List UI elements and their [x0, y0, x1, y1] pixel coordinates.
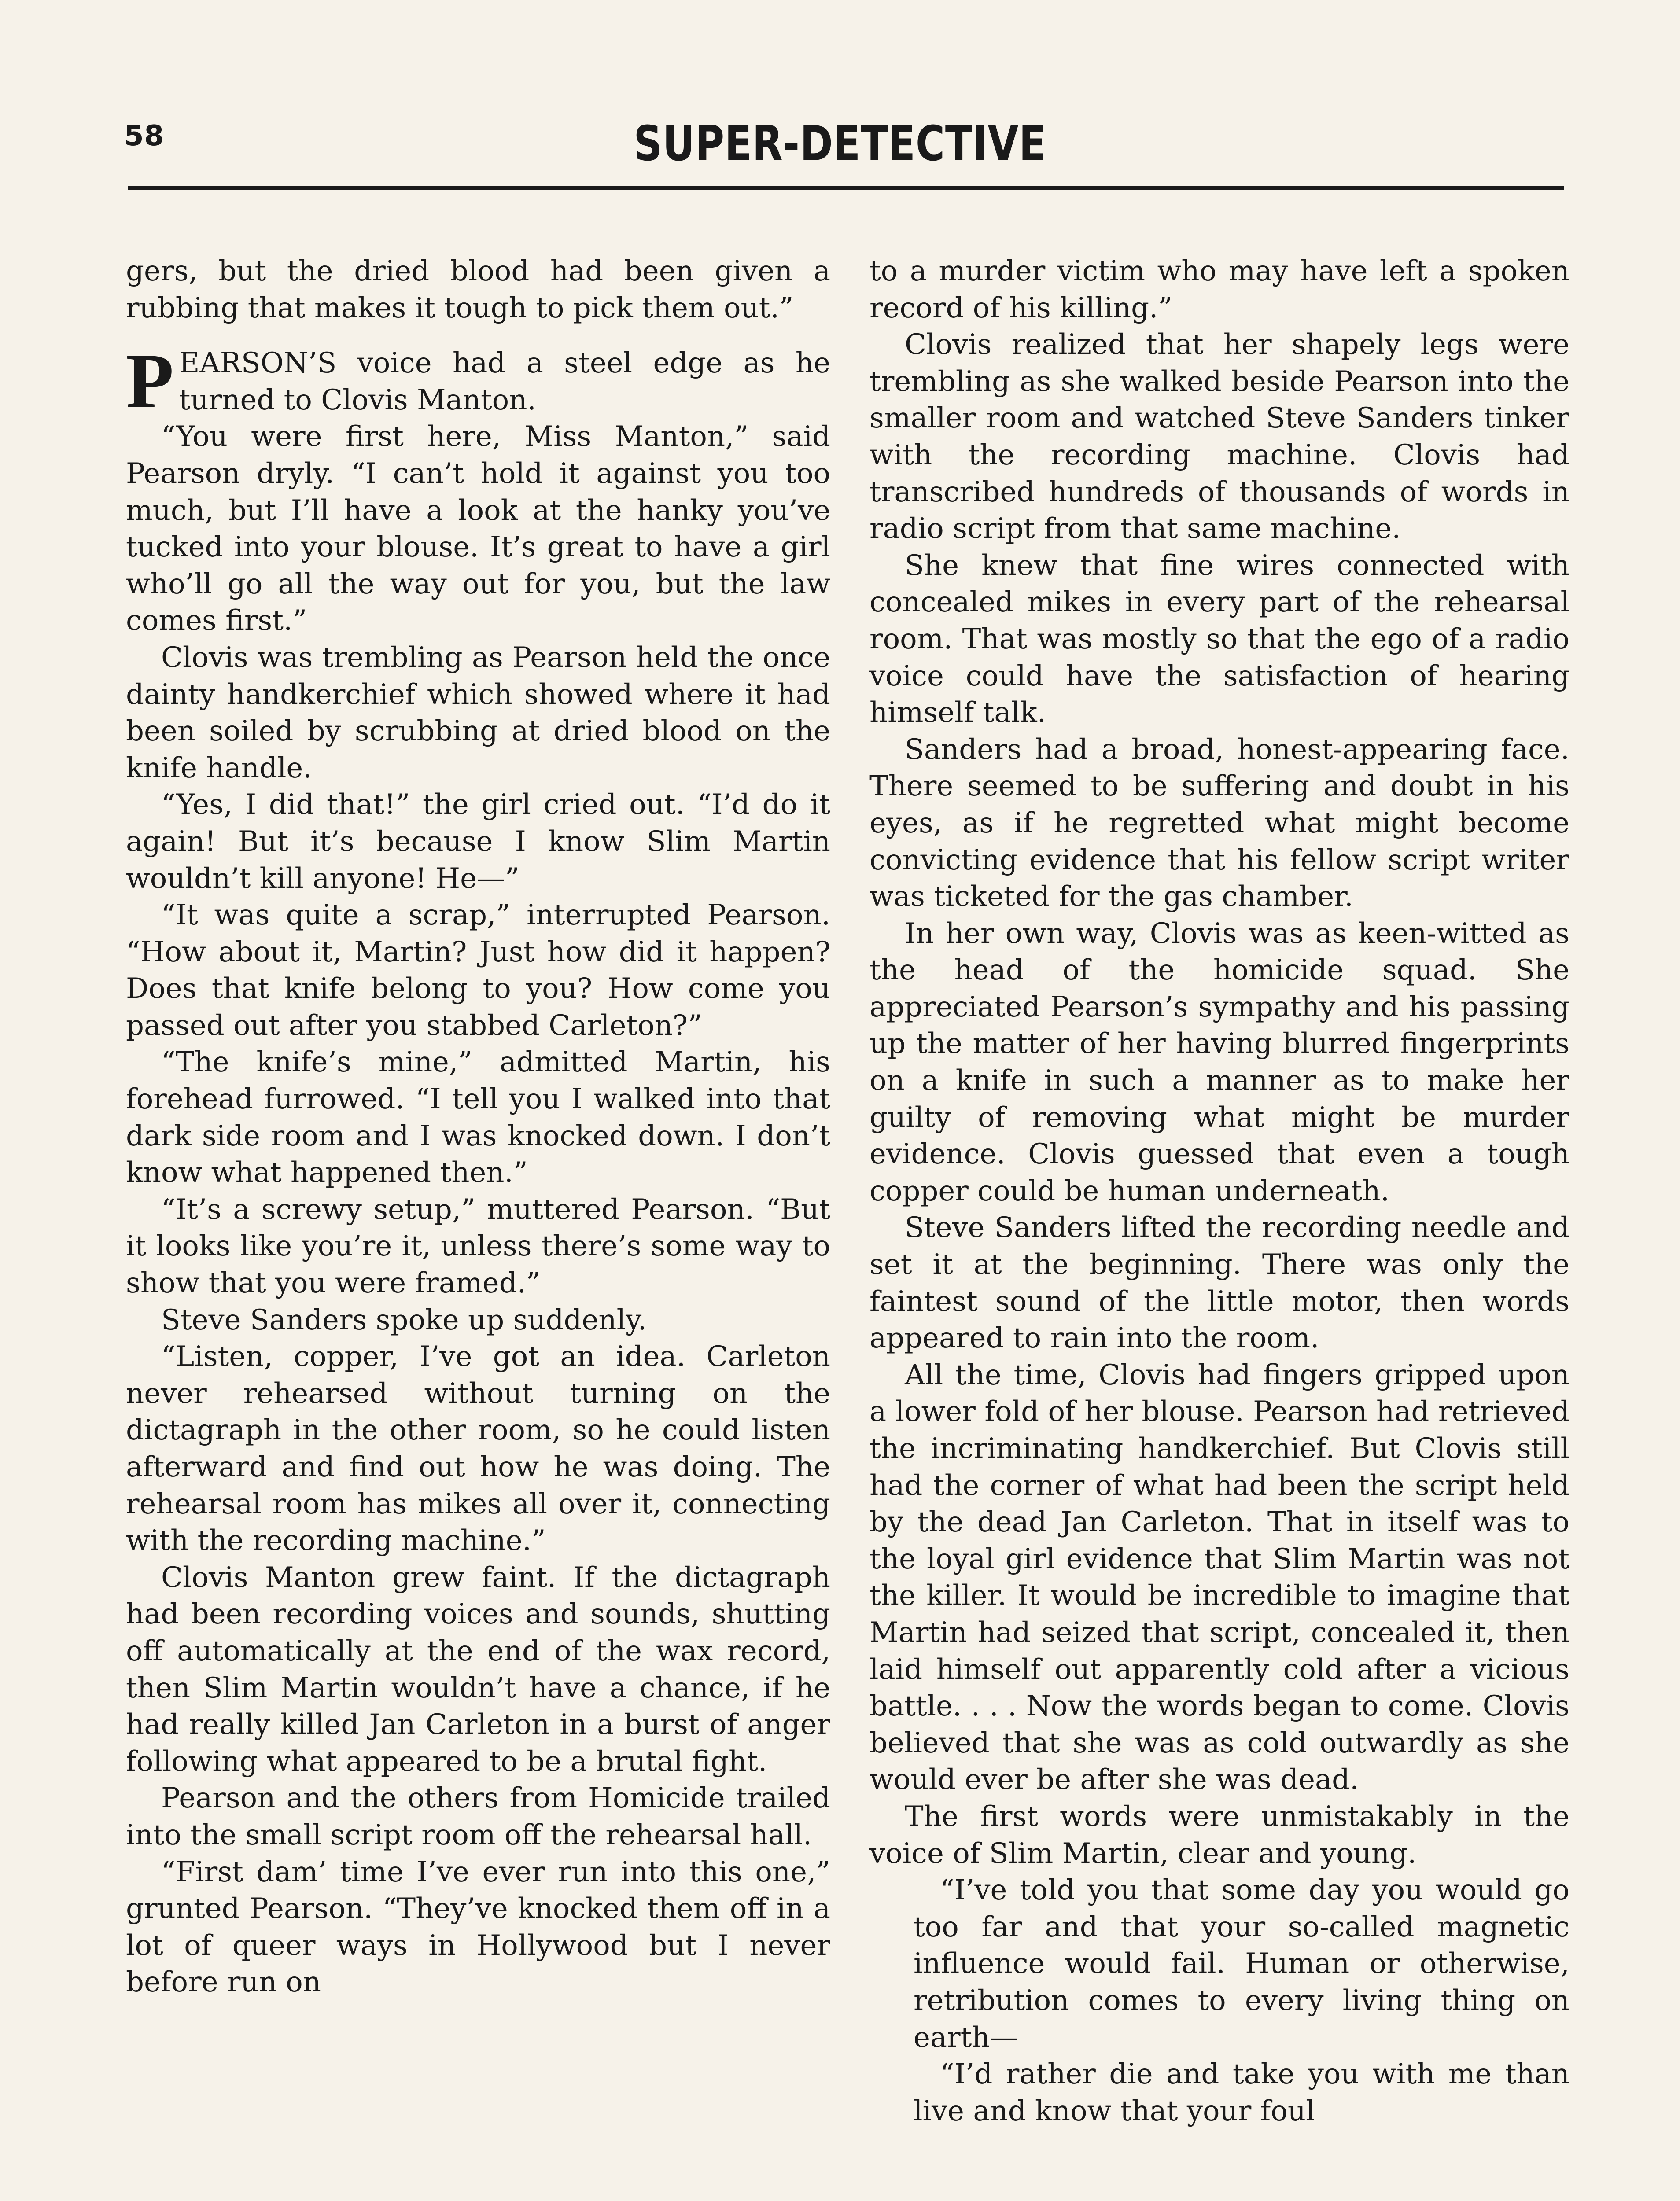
quoted-paragraph: “I’d rather die and take you with me than live and know that your foul	[914, 2058, 1569, 2127]
paragraph: “It’s a screwy setup,” muttered Pearson. “But it looks like you’re it, unless there’s some way to show that you were framed.”	[126, 1193, 830, 1300]
paragraph: Pearson and the others from Homicide trailed into the small script room off the rehearsal hall.	[126, 1782, 830, 1851]
quoted-paragraph: “I’ve told you that some day you would go too far and that your so-called magnetic influence would fail. Human or otherwise, retribution comes to every living thing on earth—	[914, 1874, 1569, 2054]
left-column	[126, 253, 830, 2001]
paragraph: to a murder victim who may have left a spoken record of his killing.”	[869, 255, 1569, 324]
paragraph: “Yes, I did that!” the girl cried out. “I’d do it again! But it’s because I know Slim Martin wouldn’t kill anyone! He—”	[126, 788, 830, 895]
paragraph: Steve Sanders spoke up suddenly.	[161, 1303, 647, 1336]
paragraph: Clovis Manton grew faint. If the dictagraph had been recording voices and sounds, shutting off automatically at the end of the wax record, then Slim Martin wouldn’t have a chance, if he had really killed Jan Carleton in a burst of anger following what appeared to be a brutal fight.	[126, 1561, 830, 1778]
header-rule	[128, 186, 1564, 190]
page-number: 58	[124, 120, 165, 152]
paragraph: Clovis was trembling as Pearson held the once dainty handkerchief which showed where it had been soiled by scrubbing at dried blood on the knife handle.	[126, 641, 830, 784]
paragraph: Clovis realized that her shapely legs were trembling as she walked beside Pearson into the smaller room and watched Steve Sanders tinker with the recording machine. Clovis had transcribed hundreds of thousands of words in radio script from that same machine.	[869, 328, 1569, 545]
paragraph: All the time, Clovis had fingers gripped upon a lower fold of her blouse. Pearson had retrieved the incriminating handkerchief. But Clovis still had the corner of what had been the script held by the dead Jan Carleton. That in itself was to the loyal girl evidence that Slim Martin was not the killer. It would be incredible to imagine that Martin had seized that script, concealed it, then laid himself out apparently cold after a vicious battle. . . . Now the words began to come. Clovis believed that she was as cold outwardly as she would ever be after she was dead.	[869, 1358, 1569, 1796]
paragraph: “You were first here, Miss Manton,” said Pearson dryly. “I can’t hold it against you too much, but I’ll have a look at the hanky you’ve tucked into your blouse. It’s great to have a girl who’ll go all the way out for you, but the law comes first.”	[126, 420, 830, 637]
paragraph-text: EARSON’S voice had a steel edge as he turned to Clovis Manton.	[179, 347, 830, 416]
paragraph: She knew that fine wires connected with concealed mikes in every part of the rehearsal room. That was mostly so that the ego of a radio voice could have the satisfaction of hearing himself talk.	[869, 549, 1569, 729]
paragraph-dropcap	[126, 337, 830, 425]
magazine-title: SUPER-DETECTIVE	[634, 115, 1046, 172]
right-column	[869, 253, 1569, 2130]
paragraph: “First dam’ time I’ve ever run into this one,” grunted Pearson. “They’ve knocked them off in a lot of queer ways in Hollywood but I never before run on	[126, 1855, 830, 1999]
paragraph: The first words were unmistakably in the voice of Slim Martin, clear and young.	[869, 1800, 1569, 1870]
paragraph: Sanders had a broad, honest-appearing face. There seemed to be suffering and doubt in his eyes, as if he regretted what might become convicting evidence that his fellow script writer was ticketed for the gas chamber.	[869, 733, 1569, 913]
paragraph: “The knife’s mine,” admitted Martin, his forehead furrowed. “I tell you I walked into that dark side room and I was knocked down. I don’t know what happened then.”	[126, 1046, 830, 1189]
paragraph: Steve Sanders lifted the recording needle and set it at the beginning. There was only the faintest sound of the little motor, then words appeared to rain into the room.	[869, 1211, 1569, 1355]
paragraph: “It was quite a scrap,” interrupted Pearson. “How about it, Martin? Just how did it happen? Does that knife belong to you? How come you passed out after you stabbed Carleton?”	[126, 899, 830, 1042]
drop-cap: P	[126, 337, 174, 425]
paragraph: gers, but the dried blood had been given a rubbing that makes it tough to pick them out.”	[126, 255, 830, 324]
paragraph: In her own way, Clovis was as keen-witted as the head of the homicide squad. She appreciated Pearson’s sympathy and his passing up the matter of her having blurred fingerprints on a knife in such a manner as to make her guilty of removing what might be murder evidence. Clovis guessed that even a tough copper could be human underneath.	[869, 917, 1569, 1207]
paragraph: “Listen, copper, I’ve got an idea. Carleton never rehearsed without turning on the dictagraph in the other room, so he could listen afterward and find out how he was doing. The rehearsal room has mikes all over it, connecting with the recording machine.”	[126, 1340, 830, 1557]
